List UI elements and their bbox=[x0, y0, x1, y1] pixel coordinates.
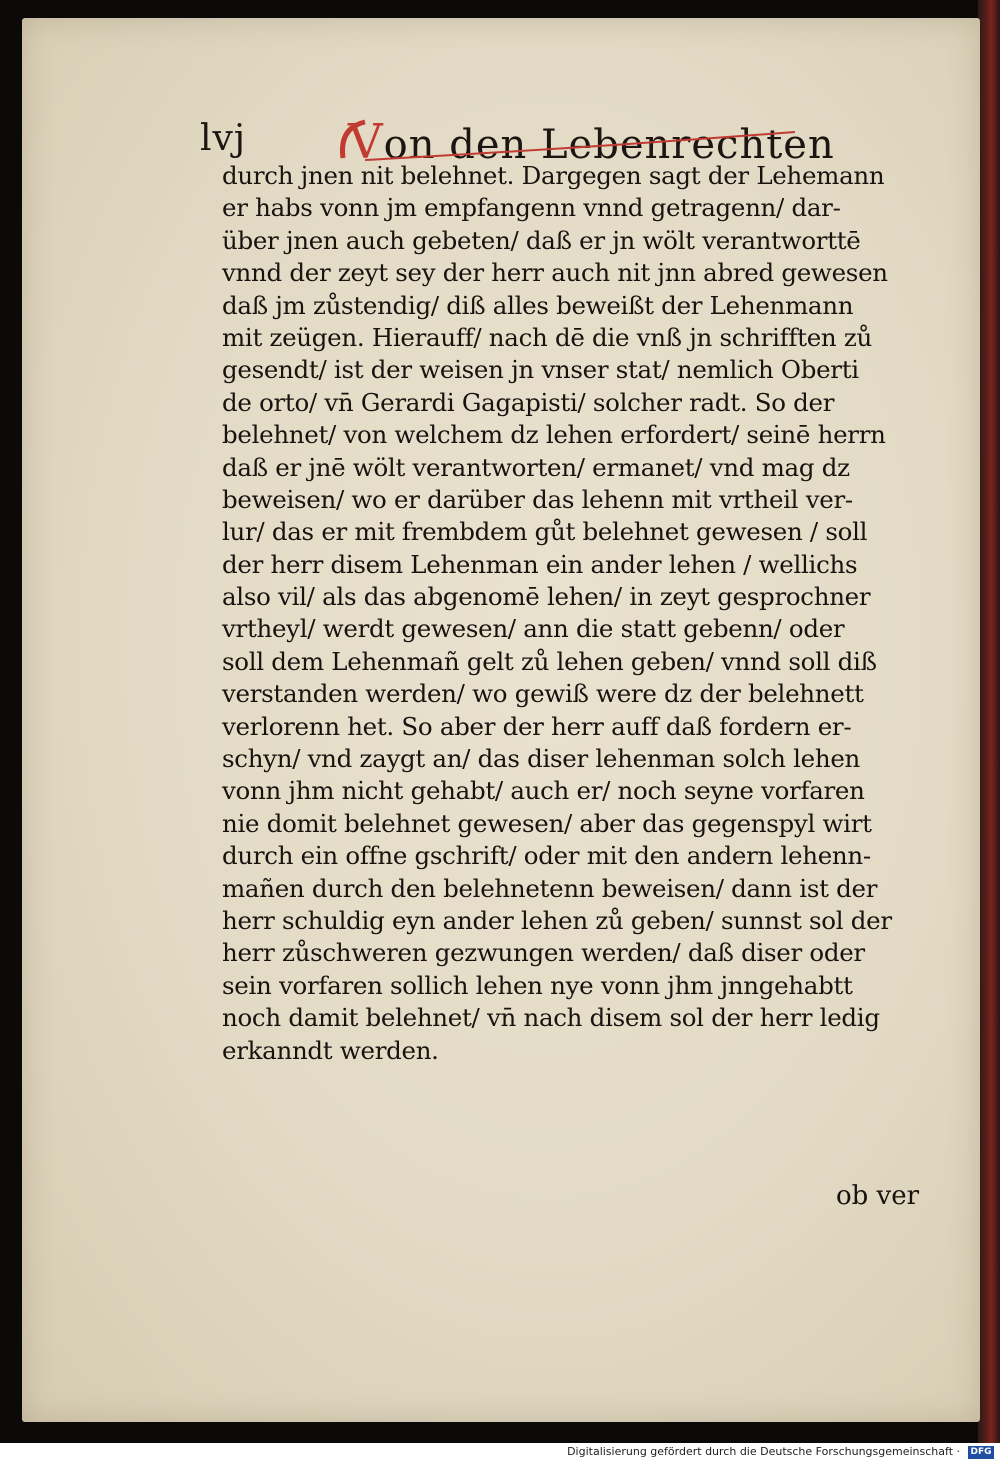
text-line: der herr disem Lehenman ein ander lehen / wellichs bbox=[222, 549, 858, 579]
text-line: noch damit belehnet/ vn̄ nach disem sol der herr ledig bbox=[222, 1003, 880, 1033]
text-line: durch jnen nit belehnet. Dargegen sagt der Lehemann bbox=[222, 161, 885, 190]
text-line: daß jm zůstendig/ diß alles beweißt der Lehenmann bbox=[222, 290, 854, 320]
digitization-credit: Digitalisierung gefördert durch die Deutsche Forschungsgemeinschaft · bbox=[567, 1445, 960, 1458]
text-line: daß er jnē wölt verantworten/ ermanet/ vnd mag dz bbox=[222, 452, 850, 482]
text-line: lur/ das er mit frembdem gůt belehnet gewesen / soll bbox=[222, 517, 868, 547]
text-line: vrtheyl/ werdt gewesen/ ann die statt gebenn/ oder bbox=[222, 614, 845, 644]
dfg-logo: DFG bbox=[968, 1446, 994, 1459]
text-line: vonn jhm nicht gehabt/ auch er/ noch seyne vorfaren bbox=[222, 776, 865, 806]
text-line: gesendt/ ist der weisen jn vnser stat/ nemlich Oberti bbox=[222, 355, 859, 385]
book-binding-edge bbox=[978, 0, 1000, 1443]
text-line: also vil/ als das abgenomē lehen/ in zeyt gesprochner bbox=[222, 582, 871, 612]
text-line: nie domit belehnet gewesen/ aber das gegenspyl wirt bbox=[222, 808, 872, 838]
text-line: herr schuldig eyn ander lehen zů geben/ sunnst sol der bbox=[222, 905, 892, 935]
folio-number: lvj bbox=[200, 118, 247, 159]
main-text-block bbox=[222, 160, 934, 1067]
text-line: beweisen/ wo er darüber das lehenn mit vrtheil ver- bbox=[222, 484, 853, 514]
text-line: erkanndt werden. bbox=[222, 1035, 439, 1065]
text-line: mañen durch den belehnetenn beweisen/ dann ist der bbox=[222, 873, 878, 903]
text-line: de orto/ vn̄ Gerardi Gagapisti/ solcher radt. So der bbox=[222, 387, 835, 417]
text-line: verstanden werden/ wo gewiß were dz der belehnett bbox=[222, 679, 864, 709]
rubricated-initial: V bbox=[348, 114, 384, 170]
running-title-text: on den Lebenrechten bbox=[383, 122, 835, 168]
text-line: verlorenn het. So aber der herr auff daß fordern er- bbox=[222, 711, 852, 741]
text-line: belehnet/ von welchem dz lehen erfordert/ seinē herrn bbox=[222, 420, 886, 450]
text-line: über jnen auch gebeten/ daß er jn wölt verantworttē bbox=[222, 225, 861, 255]
text-line: soll dem Lehenmañ gelt zů lehen geben/ vnnd soll diß bbox=[222, 646, 877, 676]
text-line: schyn/ vnd zaygt an/ das diser lehenman solch lehen bbox=[222, 744, 861, 774]
text-line: vnnd der zeyt sey der herr auch nit jnn abred gewesen bbox=[222, 258, 888, 288]
text-line: sein vorfaren sollich lehen nye vonn jhm jnngehabtt bbox=[222, 970, 853, 1000]
text-line: herr zůschweren gezwungen werden/ daß diser oder bbox=[222, 938, 865, 968]
text-line: er habs vonn jm empfangenn vnnd getragenn/ dar- bbox=[222, 193, 841, 223]
text-line: durch ein offne gschrift/ oder mit den andern lehenn- bbox=[222, 841, 871, 871]
catchword: ob ver bbox=[836, 1181, 920, 1211]
text-line: mit zeügen. Hierauff/ nach dē die vnß jn schrifften zů bbox=[222, 322, 872, 352]
